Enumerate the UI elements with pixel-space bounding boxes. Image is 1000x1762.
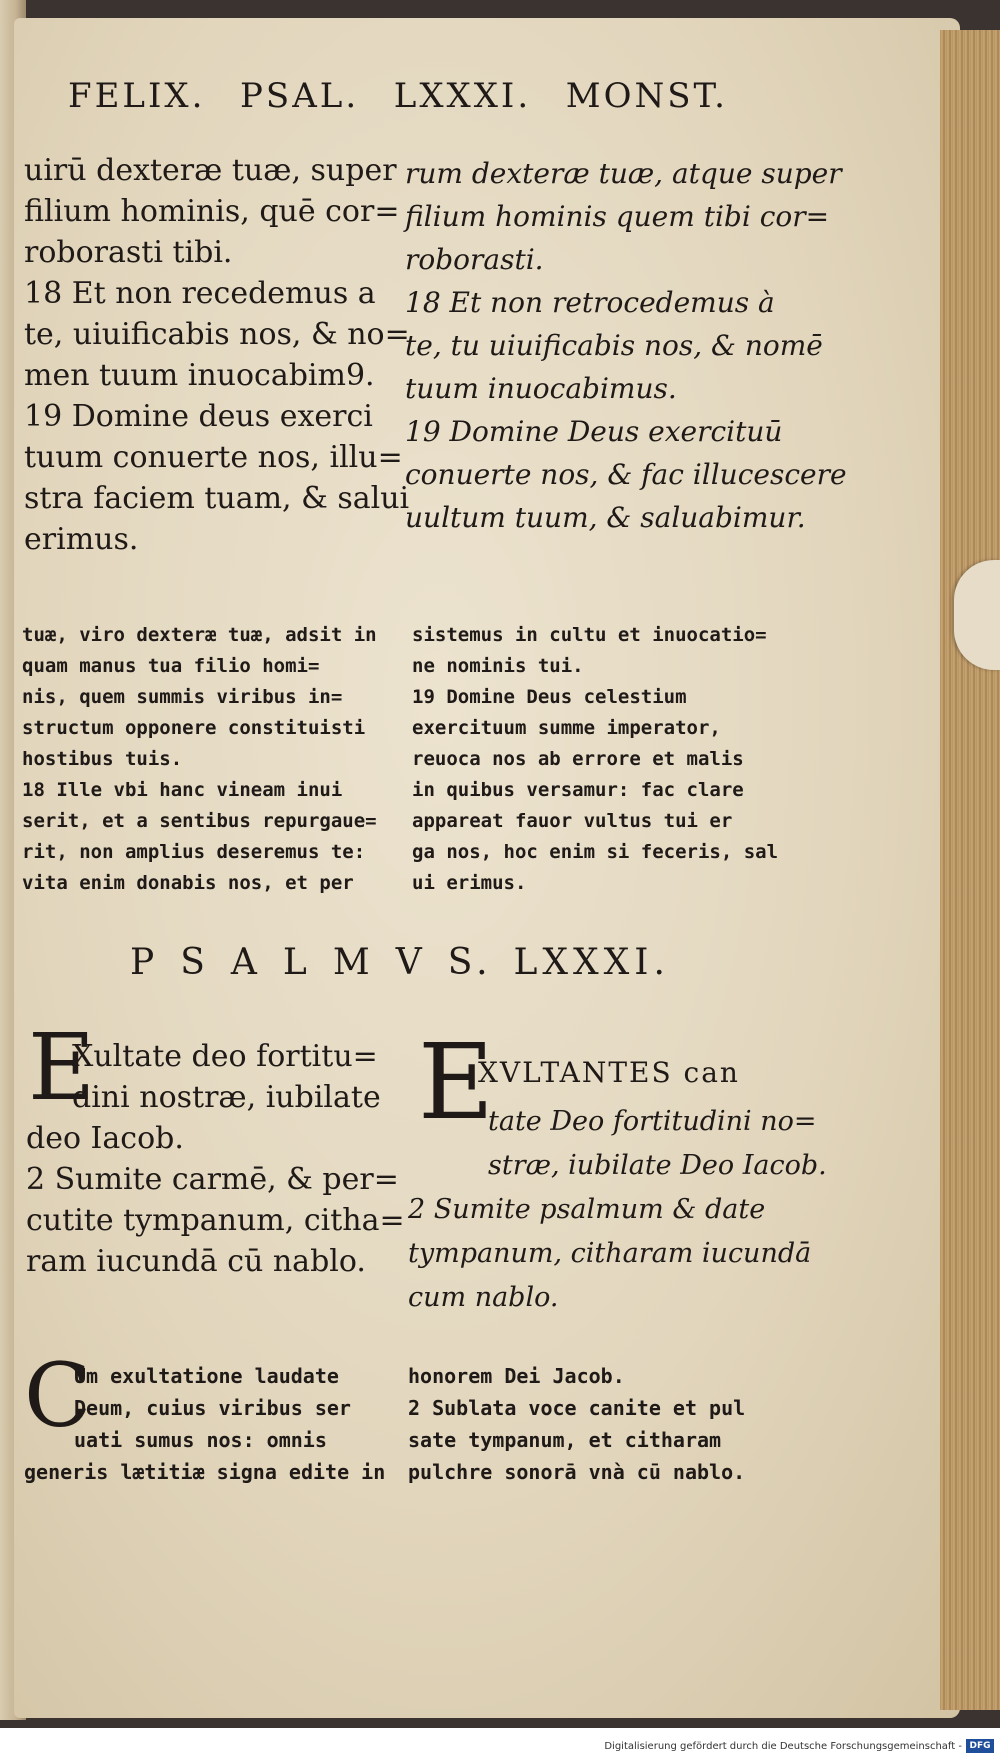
text-line: uati sumus nos: omnis bbox=[74, 1428, 327, 1452]
text-line: ne nominis tui. bbox=[412, 655, 584, 677]
psalm-title-letter: P bbox=[130, 942, 160, 983]
page-block-edge bbox=[940, 30, 1000, 1710]
text-line: structum opponere constituisti bbox=[22, 717, 366, 739]
text-line: 18 Et non recedemus a bbox=[24, 276, 376, 311]
block4-left-column bbox=[24, 1360, 404, 1488]
text-line: exercituum summe imperator, bbox=[412, 717, 721, 739]
text-line: 18 Ille vbi hanc vineam inui bbox=[22, 779, 343, 801]
text-line: deo Iacob. bbox=[26, 1121, 184, 1156]
text-line: stra faciem tuam, & salui bbox=[24, 481, 410, 516]
text-line: rit, non amplius deseremus te: bbox=[22, 841, 366, 863]
text-line: honorem Dei Jacob. bbox=[408, 1364, 625, 1388]
text-line: filium hominis quem tibi cor= bbox=[405, 200, 830, 233]
text-line: reuoca nos ab errore et malis bbox=[412, 748, 744, 770]
dropcap-e-left: E bbox=[28, 1014, 96, 1121]
block1-left-column bbox=[24, 150, 410, 560]
block2-right-column bbox=[412, 620, 832, 899]
text-line: tuæ, viro dexteræ tuæ, adsit in bbox=[22, 624, 377, 646]
text-line: 19 Domine deus exerci bbox=[24, 399, 373, 434]
text-line: 18 Et non retrocedemus à bbox=[405, 286, 775, 319]
text-line: uirū dexteræ tuæ, super bbox=[24, 153, 397, 188]
text-line: Um exultatione laudate bbox=[74, 1364, 339, 1388]
text-line: 19 Domine Deus celestium bbox=[412, 686, 687, 708]
running-head-left: FELIX. bbox=[68, 76, 206, 116]
dropcap-c-left: C bbox=[24, 1344, 92, 1447]
text-line: sate tympanum, et citharam bbox=[408, 1428, 722, 1452]
text-line: roborasti tibi. bbox=[24, 235, 233, 270]
text-line: stræ, iubilate Deo Iacob. bbox=[488, 1150, 827, 1181]
text-line: dini nostræ, iubilate bbox=[72, 1080, 381, 1115]
running-head-number: LXXXI. bbox=[393, 76, 532, 116]
text-line: tympanum, citharam iucundā bbox=[408, 1238, 812, 1269]
text-line: erimus. bbox=[24, 522, 139, 557]
text-line: 19 Domine Deus exercituū bbox=[405, 415, 783, 448]
text-line: men tuum inuocabim9. bbox=[24, 358, 375, 393]
psalm-title-letter: M bbox=[332, 942, 375, 983]
page-clip bbox=[954, 560, 1000, 670]
text-line: sistemus in cultu et inuocatio= bbox=[412, 624, 767, 646]
psalm-title bbox=[130, 942, 670, 983]
dfg-logo-icon: DFG bbox=[966, 1739, 994, 1753]
text-line: uultum tuum, & saluabimur. bbox=[405, 501, 806, 534]
text-line: te, tu uiuificabis nos, & nomē bbox=[405, 329, 823, 362]
text-line: tate Deo fortitudini no= bbox=[488, 1106, 817, 1137]
text-line: te, uiuificabis nos, & no= bbox=[24, 317, 410, 352]
text-line: tuum inuocabimus. bbox=[405, 372, 677, 405]
text-line: roborasti. bbox=[405, 243, 544, 276]
psalm-title-letter: L bbox=[282, 942, 312, 983]
text-line: nis, quem summis viribus in= bbox=[22, 686, 343, 708]
text-line: vita enim donabis nos, et per bbox=[22, 872, 354, 894]
text-line: cum nablo. bbox=[408, 1282, 559, 1313]
block3-right-first-line: XVLTANTES can bbox=[478, 1056, 740, 1089]
text-line: rum dexteræ tuæ, atque super bbox=[405, 157, 842, 190]
text-line: 2 Sumite psalmum & date bbox=[408, 1194, 766, 1225]
dropcap-e-right: E bbox=[418, 1021, 494, 1143]
text-line: ga nos, hoc enim si feceris, sal bbox=[412, 841, 779, 863]
psalm-title-number: LXXXI. bbox=[513, 942, 670, 983]
block2-left-column bbox=[22, 620, 402, 899]
text-line: ui erimus. bbox=[412, 872, 527, 894]
text-line: filium hominis, quē cor= bbox=[24, 194, 400, 229]
text-line: hostibus tuis. bbox=[22, 748, 183, 770]
text-line: Deum, cuius viribus ser bbox=[74, 1396, 351, 1420]
psalm-title-letter: S. bbox=[447, 942, 493, 983]
psalm-title-letter: A bbox=[230, 942, 262, 983]
text-line: cutite tympanum, citha= bbox=[26, 1203, 405, 1238]
text-line: appareat fauor vultus tui er bbox=[412, 810, 733, 832]
block3-left-column bbox=[26, 1036, 406, 1282]
text-line: in quibus versamur: fac clare bbox=[412, 779, 744, 801]
running-head-right: MONST. bbox=[565, 76, 728, 116]
block3-right-column bbox=[408, 1100, 828, 1320]
text-line: ram iucundā cū nablo. bbox=[26, 1244, 366, 1279]
psalm-title-letter: V bbox=[395, 942, 427, 983]
text-line: serit, et a sentibus repurgaue= bbox=[22, 810, 377, 832]
psalm-title-letter: S bbox=[180, 942, 210, 983]
running-head bbox=[68, 76, 728, 116]
funding-credit: Digitalisierung gefördert durch die Deutsche Forschungsgemeinschaft - bbox=[604, 1741, 962, 1752]
text-line: pulchre sonorā vnà cū nablo. bbox=[408, 1460, 746, 1484]
text-line: 2 Sublata voce canite et pul bbox=[408, 1396, 746, 1420]
text-line: 2 Sumite carmē, & per= bbox=[26, 1162, 399, 1197]
text-line: conuerte nos, & fac illucescere bbox=[405, 458, 847, 491]
text-line: Xultate deo fortitu= bbox=[72, 1039, 378, 1074]
text-line: tuum conuerte nos, illu= bbox=[24, 440, 403, 475]
block1-right-column bbox=[405, 152, 847, 539]
text-line: generis lætitiæ signa edite in bbox=[24, 1460, 386, 1484]
text-line: quam manus tua filio homi= bbox=[22, 655, 320, 677]
running-head-psal: PSAL. bbox=[240, 76, 360, 116]
block4-right-column bbox=[408, 1360, 828, 1488]
